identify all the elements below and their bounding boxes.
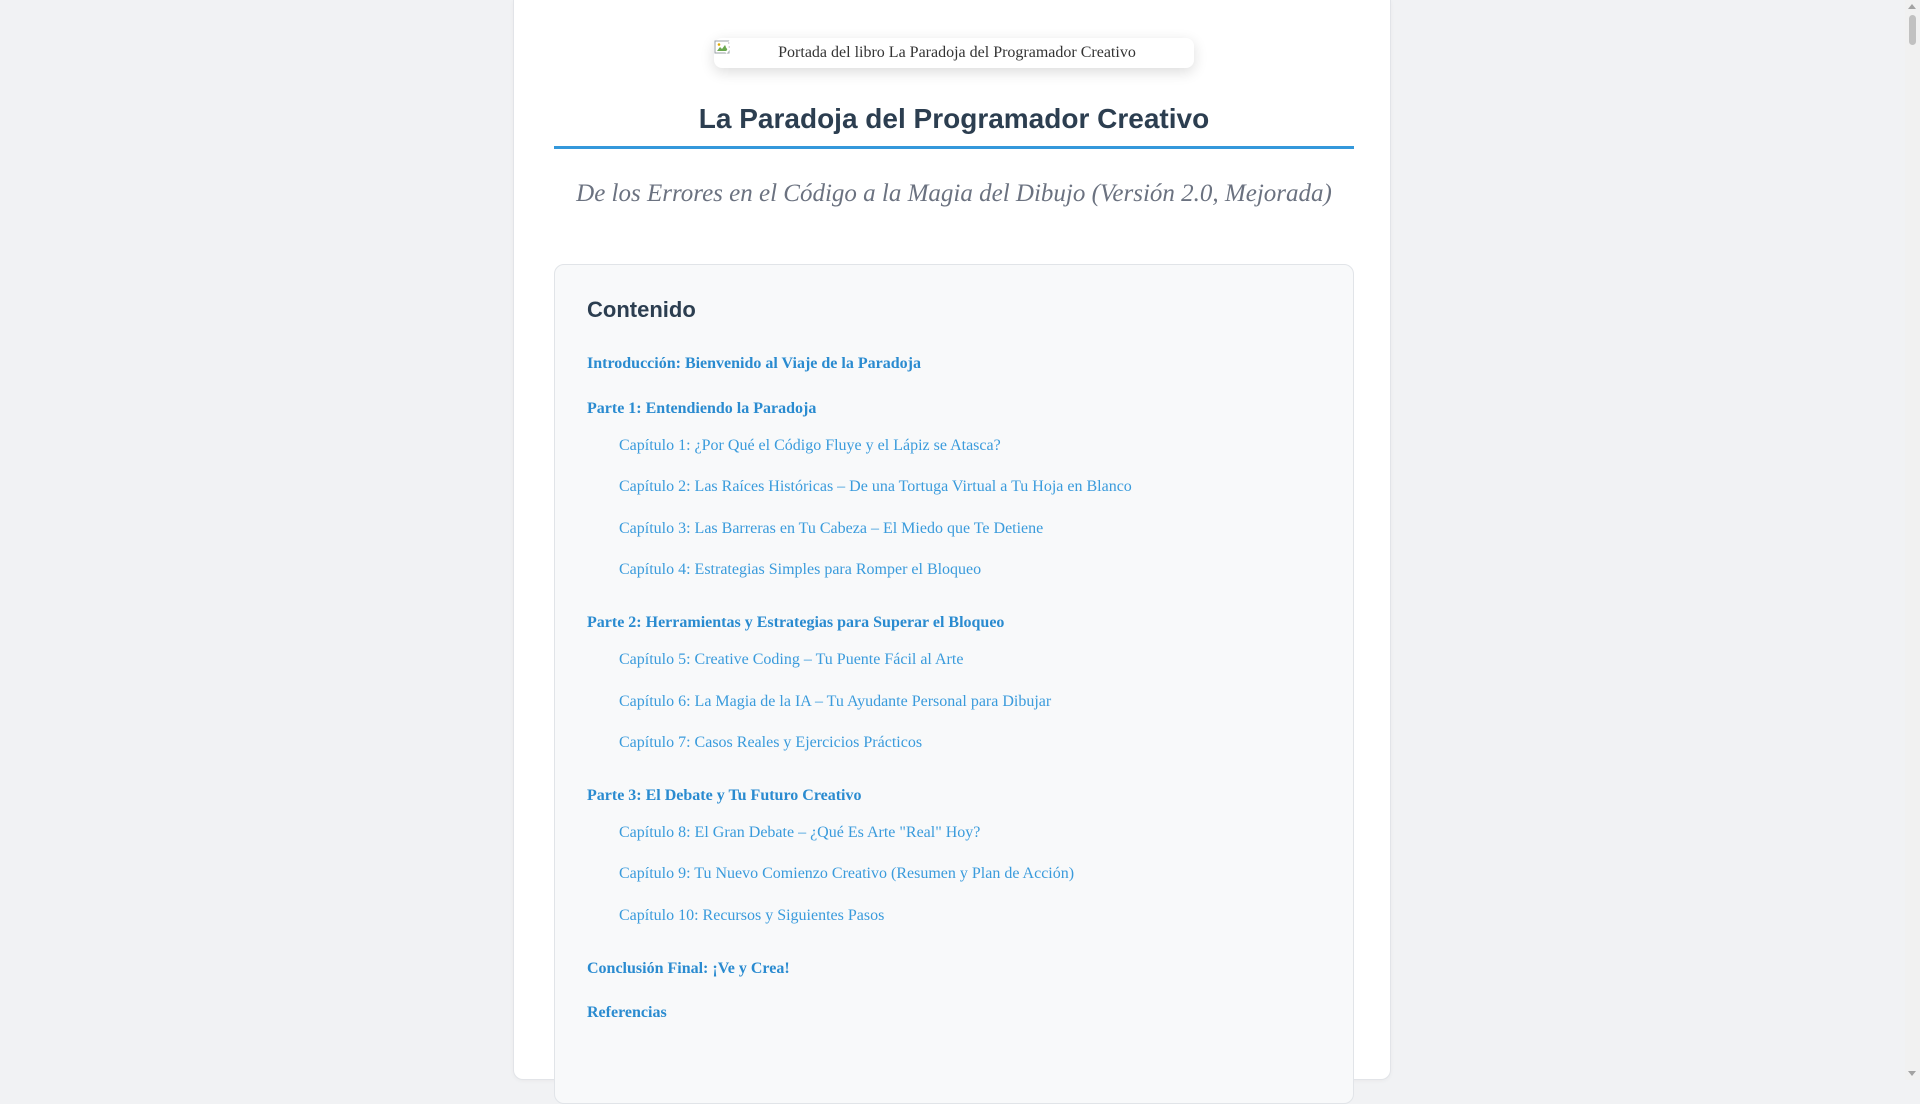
toc-link-chapter-5[interactable]: Capítulo 5: Creative Coding – Tu Puente Fácil al Arte	[619, 651, 964, 668]
scroll-up-arrow-icon[interactable]	[1908, 4, 1916, 9]
toc-link-chapter-7[interactable]: Capítulo 7: Casos Reales y Ejercicios Prácticos	[619, 734, 923, 751]
toc-link-part-2[interactable]: Parte 2: Herramientas y Estrategias para Superar el Bloqueo	[587, 614, 1005, 631]
toc-link-chapter-3[interactable]: Capítulo 3: Las Barreras en Tu Cabeza – El Miedo que Te Detiene	[619, 520, 1044, 537]
book-page	[513, 0, 1391, 1080]
toc-link-part-3[interactable]: Parte 3: El Debate y Tu Futuro Creativo	[587, 787, 862, 804]
toc-link-chapter-8[interactable]: Capítulo 8: El Gran Debate – ¿Qué Es Arte "Real" Hoy?	[619, 824, 981, 841]
toc-link-chapter-6[interactable]: Capítulo 6: La Magia de la IA – Tu Ayudante Personal para Dibujar	[619, 693, 1052, 710]
toc-link-chapter-4[interactable]: Capítulo 4: Estrategias Simples para Romper el Bloqueo	[619, 561, 982, 578]
scroll-down-arrow-icon[interactable]	[1908, 1071, 1916, 1076]
cover-image	[714, 38, 1194, 68]
vertical-scrollbar[interactable]	[1905, 0, 1920, 1080]
cover-alt-text: Portada del libro La Paradoja del Programador Creativo	[778, 44, 1136, 61]
toc-link-chapter-1[interactable]: Capítulo 1: ¿Por Qué el Código Fluye y el Lápiz se Atasca?	[619, 437, 1001, 454]
page-subtitle: De los Errores en el Código a la Magia del Dibujo (Versión 2.0, Mejorada)	[576, 180, 1332, 207]
scrollbar-thumb[interactable]	[1909, 15, 1916, 45]
toc-link-chapter-9[interactable]: Capítulo 9: Tu Nuevo Comienzo Creativo (Resumen y Plan de Acción)	[619, 865, 1075, 882]
broken-image-icon	[714, 40, 732, 56]
toc-link-references[interactable]: Referencias	[587, 1004, 667, 1021]
toc-link-part-1[interactable]: Parte 1: Entendiendo la Paradoja	[587, 400, 817, 417]
toc-link-introduction[interactable]: Introducción: Bienvenido al Viaje de la Paradoja	[587, 355, 921, 372]
toc-heading: Contenido	[587, 297, 696, 322]
toc-link-chapter-10[interactable]: Capítulo 10: Recursos y Siguientes Pasos	[619, 907, 885, 924]
table-of-contents	[554, 264, 1354, 1104]
title-divider	[554, 146, 1354, 149]
toc-link-conclusion[interactable]: Conclusión Final: ¡Ve y Crea!	[587, 960, 790, 977]
toc-link-chapter-2[interactable]: Capítulo 2: Las Raíces Históricas – De una Tortuga Virtual a Tu Hoja en Blanco	[619, 478, 1132, 495]
page-title: La Paradoja del Programador Creativo	[698, 103, 1210, 134]
